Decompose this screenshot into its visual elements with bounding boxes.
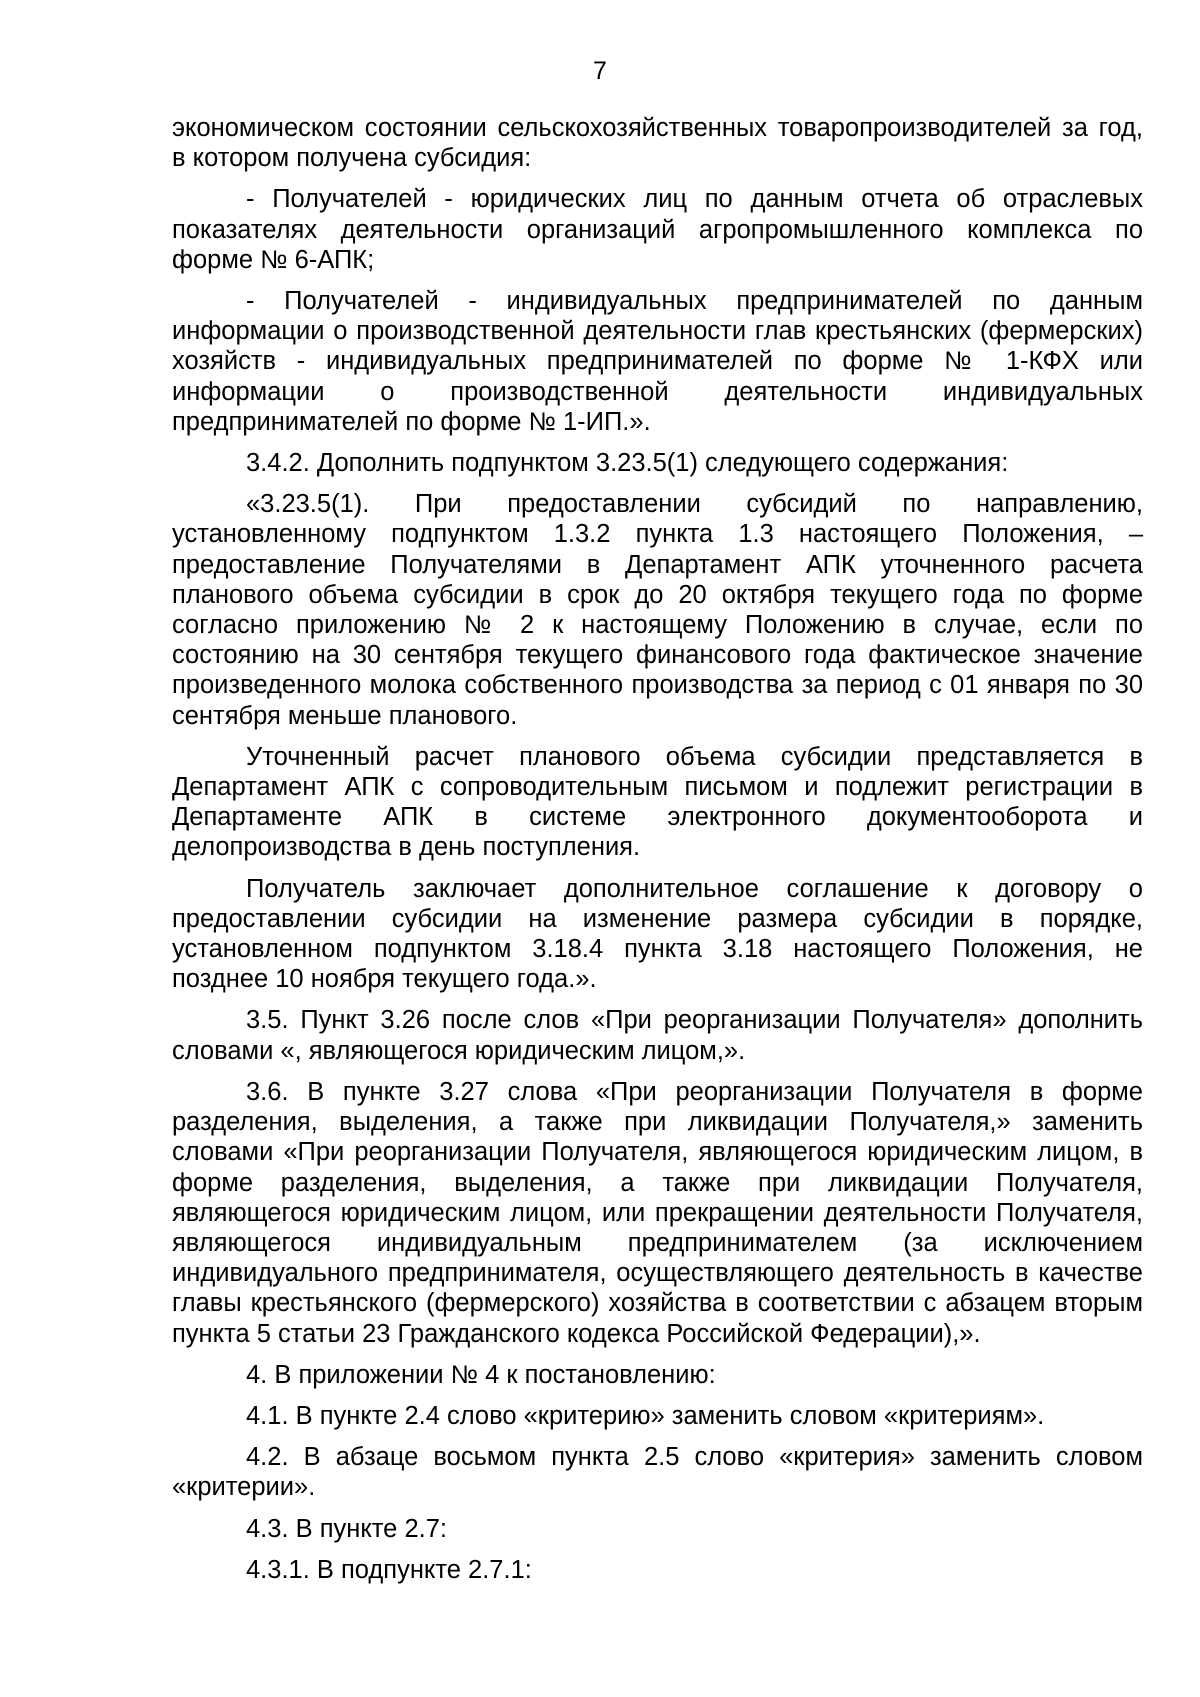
- paragraph-3-23-5-1: «3.23.5(1). При предоставлении субсидий по направлению, установленному подпунктом 1.3.2 пункта 1.3 настоящего Положения, – предоставление Получателями в Департамент АПК уточненного расчета планового объема субсидии в срок до 20 октября текущего года по форме согласно приложению № 2 к настоящему Положению в случае, если по состоянию на 30 сентября текущего финансового года фактическое значение произведенного молока собственного производства за период с 01 января по 30 сентября меньше планового.: [172, 490, 1143, 730]
- page-number: 7: [593, 57, 607, 85]
- paragraph-individual-entrepreneurs: - Получателей - индивидуальных предпринимателей по данным информации о производственной деятельности глав крестьянских (фермерских) хозяйств - индивидуальных предпринимателей по форме № 1-КФХ или информации о производственной деятельности индивидуальных предпринимателей по форме № 1-ИП.».: [172, 287, 1143, 436]
- document-body: [172, 113, 1143, 1596]
- paragraph-4-3-1: 4.3.1. В подпункте 2.7.1:: [246, 1555, 532, 1584]
- paragraph-refined-calculation: Уточненный расчет планового объема субсидии представляется в Департамент АПК с сопроводительным письмом и подлежит регистрации в Департаменте АПК в системе электронного документооборота и делопроизводства в день поступления.: [172, 742, 1143, 862]
- paragraph-additional-agreement: Получатель заключает дополнительное соглашение к договору о предоставлении субсидии на изменение размера субсидии в порядке, установленном подпунктом 3.18.4 пункта 3.18 настоящего Положения, не позднее 10 ноября текущего года.».: [172, 874, 1143, 994]
- paragraph-3-6: 3.6. В пункте 3.27 слова «При реорганизации Получателя в форме разделения, выделения, а также при ликвидации Получателя,» заменить словами «При реорганизации Получателя, являющегося юридическим лицом, в форме разделения, выделения, а также при ликвидации Получателя, являющегося юридическим лицом, или прекращении деятельности Получателя, являющегося индивидуальным предпринимателем (за исключением индивидуального предпринимателя, осуществляющего деятельность в качестве главы крестьянского (фермерского) хозяйства в соответствии с абзацем вторым пункта 5 статьи 23 Гражданского кодекса Российской Федерации),».: [172, 1077, 1143, 1348]
- paragraph-4-3: 4.3. В пункте 2.7:: [246, 1514, 447, 1543]
- paragraph-4: 4. В приложении № 4 к постановлению:: [246, 1360, 716, 1389]
- paragraph-4-1: 4.1. В пункте 2.4 слово «критерию» заменить словом «критериям».: [246, 1401, 1045, 1430]
- paragraph-legal-entities: - Получателей - юридических лиц по данным отчета об отраслевых показателях деятельности организаций агропромышленного комплекса по форме № 6-АПК;: [172, 185, 1143, 274]
- paragraph-3-5: 3.5. Пункт 3.26 после слов «При реорганизации Получателя» дополнить словами «, являющегося юридическим лицом,».: [172, 1006, 1143, 1065]
- paragraph-continuation: экономическом состоянии сельскохозяйственных товаропроизводителей за год, в котором получена субсидия:: [172, 114, 1143, 173]
- paragraph-4-2: 4.2. В абзаце восьмом пункта 2.5 слово «критерия» заменить словом «критерии».: [172, 1443, 1143, 1502]
- paragraph-3-4-2: 3.4.2. Дополнить подпунктом 3.23.5(1) следующего содержания:: [246, 449, 1009, 478]
